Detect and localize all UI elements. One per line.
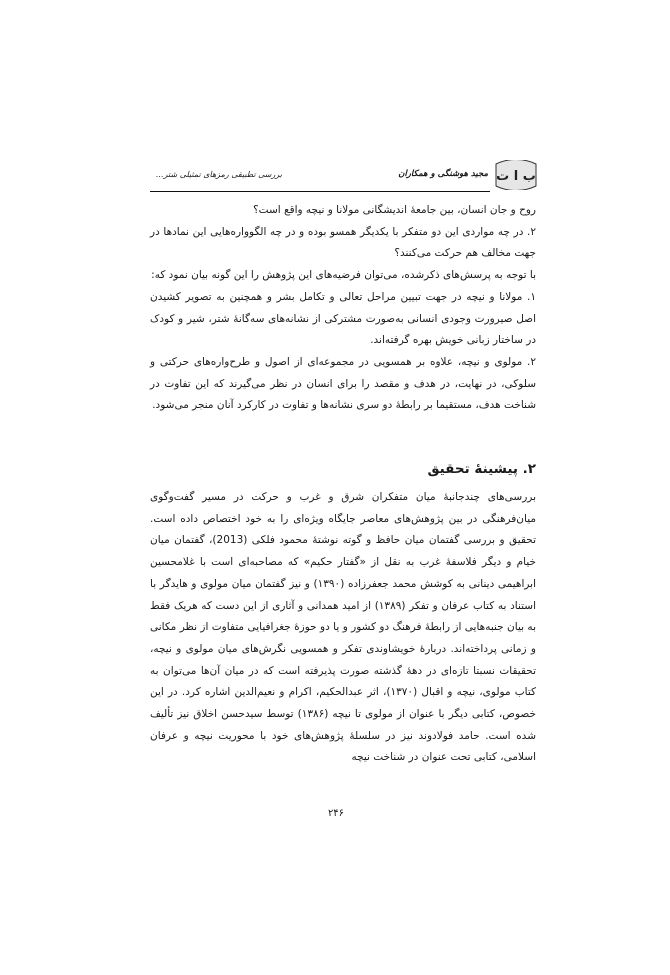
journal-logo-icon xyxy=(494,160,538,190)
body-text-bottom xyxy=(150,487,536,769)
running-header xyxy=(150,160,536,190)
hypothesis-2: ۲. مولوی و نیچه، علاوه بر همسویی در مجموعه‌ای از اصول و طرح‌واره‌های حرکتی و سلوکی، در نهایت، در هدف و مقصد را برای انسان در نظر می‌گیرند که این تفاوت در شناخت هدف، مستقیما بر رابطهٔ دو سری نشانه‌ها و تفاوت در کارکرد آنان منجر می‌شود. xyxy=(150,355,536,412)
running-title: بررسی تطبیقی رمزهای تمثیلی شتر... xyxy=(156,170,283,179)
question-line: روح و جان انسان، بین جامعهٔ اندیشگانی مولانا و نیچه واقع است؟ xyxy=(253,204,536,216)
literature-review-paragraph: بررسی‌های چندجانبهٔ میان متفکران شرق و غرب و حرکت در مسیر گفت‌وگوی میان‌فرهنگی در بین پژوهش‌های معاصر جایگاه ویژه‌ای را به خود اختصاص داده است. تحقیق و بررسی گفتمان میان حافظ و گوته نوشتهٔ محمود فلکی (2013)، گفتمان میان خیام و دیگر فلاسفهٔ غرب به نقل از «گفتار حکیم» که مصاحبه‌ای است با غلامحسین ابراهیمی دینانی به کوشش محمد جعفرزاده (۱۳۹۰) و نیز گفتمان میان مولوی و هایدگر با استناد به کتاب عرفان و تفکر (۱۳۸۹) از امید همدانی و آثاری از این دست که هریک فقط به بیان جنبه‌هایی از رابطهٔ فرهنگ دو کشور و یا دو حوزهٔ جغرافیایی متفاوت از نظر مکانی و زمانی پرداخته‌اند. دربارهٔ خویشاوندی تفکر و همسویی نگرش‌های میان مولوی و نیچه، تحقیقات نسبتا تازه‌ای در دههٔ گذشته صورت پذیرفته است که در میان آن‌ها می‌توان به کتاب مولوی، نیچه و اقبال (۱۳۷۰)، اثر عبدالحکیم، اکرام و نعیم‌الدین اشاره کرد. در این خصوص، کتابی دیگر با عنوان از مولوی تا نیچه (۱۳۸۶) توسط سیدحسن اخلاق نیز تألیف شده است. حامد فولادوند نیز در سلسلهٔ پژوهش‌های خود با محوریت نیچه و عرفان اسلامی، کتابی تحت عنوان در شناخت نیچه xyxy=(150,491,536,764)
section-heading: ۲. پیشینهٔ تحقیق xyxy=(427,461,536,477)
page-number: ۲۴۶ xyxy=(327,808,345,819)
header-rule xyxy=(150,191,490,192)
hypothesis-intro: با توجه به پرسش‌های ذکرشده، می‌توان فرضیه‌های این پژوهش را این گونه بیان نمود که: xyxy=(151,269,536,282)
hypothesis-1: ۱. مولانا و نیچه در جهت تبیین مراحل تعالی و تکامل بشر و همچنین به تصویر کشیدن اصل صیرورت وجودی انسانی به‌صورت مشترکی از نشانه‌های سه‌گانهٔ شتر، شیر و کودک در ساختار زبانی خویش بهره گرفته‌اند. xyxy=(150,290,536,347)
author-name: مجید هوشنگی و همکاران xyxy=(398,169,488,179)
body-text-top xyxy=(150,200,536,417)
question-2: ۲. در چه مواردی این دو متفکر با یکدیگر همسو بوده و در چه الگوواره‌هایی این نمادها در جهت مخالف هم حرکت می‌کنند؟ xyxy=(150,225,536,260)
journal-logo-text: ب ا ت xyxy=(496,169,536,184)
